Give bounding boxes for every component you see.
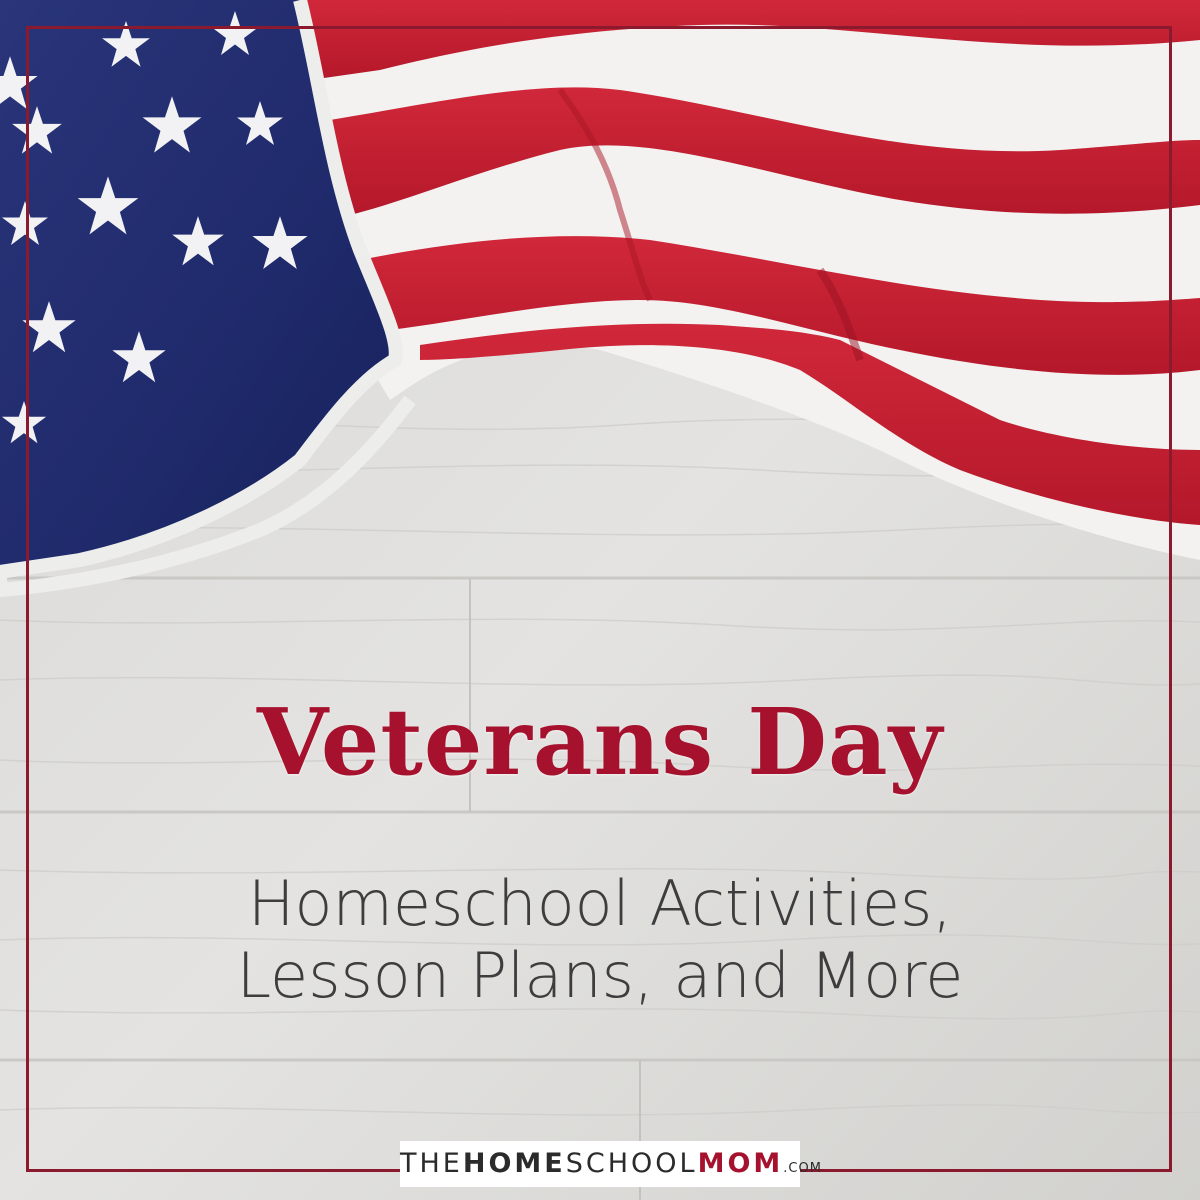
subtitle bbox=[0, 868, 1200, 1012]
brand-logo[interactable] bbox=[400, 1141, 822, 1187]
subtitle-line-2: Lesson Plans, and More bbox=[236, 939, 964, 1012]
brand-the: THE bbox=[400, 1148, 463, 1179]
brand-com: .COM bbox=[783, 1161, 822, 1176]
subtitle-line-1: Homeschool Activities, bbox=[247, 867, 953, 940]
brand-school: SCHOOL bbox=[565, 1148, 698, 1179]
brand-mom: MOM bbox=[697, 1148, 784, 1179]
page-title: Veterans Day bbox=[256, 688, 944, 796]
brand-home: HOME bbox=[462, 1148, 566, 1179]
